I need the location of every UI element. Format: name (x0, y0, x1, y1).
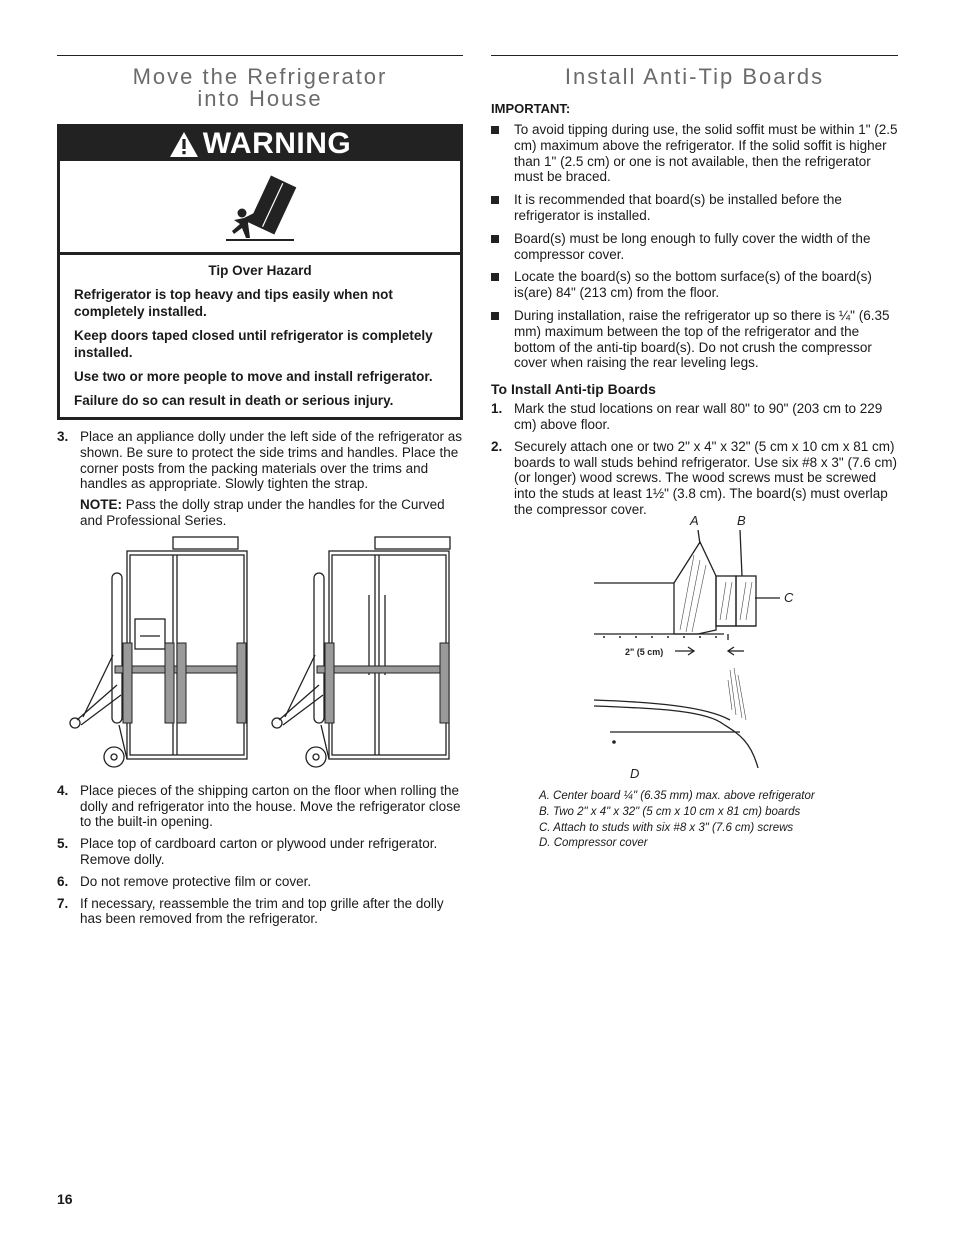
warning-header (60, 127, 460, 161)
important-bullets (491, 122, 898, 371)
warning-line: Use two or more people to move and install refrigerator. (74, 369, 433, 384)
warning-body (60, 255, 460, 417)
subhead-install: To Install Anti-tip Boards (491, 381, 656, 398)
diagram-legend (539, 789, 815, 852)
warning-line: Refrigerator is top heavy and tips easily when not completely installed. (74, 287, 393, 319)
step-item (57, 783, 463, 830)
note (80, 497, 463, 529)
steps-list-bottom (57, 783, 463, 927)
bullet-square-icon (491, 273, 499, 281)
step-text: Mark the stud locations on rear wall 80" to 90" (203 cm to 229 cm) above floor. (514, 401, 883, 432)
step-text: Do not remove protective film or cover. (80, 873, 312, 889)
step-item (57, 429, 463, 529)
bullet-square-icon (491, 196, 499, 204)
section-rule (491, 55, 898, 56)
bullet-square-icon (491, 312, 499, 320)
bullet-text: It is recommended that board(s) be installed before the refrigerator is installed. (514, 192, 842, 223)
note-label: NOTE: (80, 497, 122, 513)
step-text: Place top of cardboard carton or plywood under refrigerator. Remove dolly. (80, 836, 438, 867)
step-item (491, 439, 898, 518)
step-text: Place pieces of the shipping carton on the floor when rolling the dolly and refrigerator into the house. Move the refrigerator close to the built-in opening. (80, 782, 461, 830)
warning-triangle-icon (169, 131, 199, 158)
bullet-item (491, 122, 898, 185)
bullet-text: To avoid tipping during use, the solid soffit must be within 1" (2.5 cm) maximum above the refrigerator. If the solid soffit is higher than 1" (2.5 cm) or one is not available, then the refrigerator must be braced. (514, 122, 898, 185)
bullet-square-icon (491, 235, 499, 243)
anti-tip-diagram (590, 510, 830, 785)
warning-line: Failure do so can result in death or serious injury. (74, 393, 394, 408)
steps-list-top (57, 429, 463, 529)
legend-item: B. Two 2" x 4" x 32" (5 cm x 10 cm x 81 cm) boards (539, 805, 801, 818)
step-text: Place an appliance dolly under the left side of the refrigerator as shown. Be sure to protect the side trims and handles. Place the corner posts from the packing materials over the trims and handles as appropriate. Slowly tighten the strap. (80, 429, 462, 492)
legend-item: C. Attach to studs with six #8 x 3" (7.6 cm) screws (539, 821, 794, 834)
step-text: If necessary, reassemble the trim and top grille after the dolly has been removed from the refrigerator. (80, 895, 444, 927)
label-d: D (630, 766, 640, 781)
right-column (491, 55, 898, 524)
title-line-2: into House (197, 86, 323, 111)
step-text: Securely attach one or two 2" x 4" x 32" (5 cm x 10 cm x 81 cm) boards to wall studs behind refrigerator. Use six #8 x 3" (7.6 cm) (or longer) wood screws. The wood screws must be screwed into the studs at least 1½" (3.8 cm). The board(s) must overlap the compressor cover. (514, 438, 897, 517)
warning-box (57, 124, 463, 420)
warning-label: WARNING (202, 127, 352, 160)
step-number: 5. (57, 836, 69, 852)
step-item (57, 836, 463, 868)
step-number: 1. (491, 401, 503, 417)
step-number: 2. (491, 438, 503, 454)
legend-item: A. Center board ¼" (6.35 mm) max. above refrigerator (539, 790, 815, 802)
section-title-anti-tip: Install Anti-Tip Boards (564, 64, 825, 89)
bullet-square-icon (491, 126, 499, 134)
left-column (57, 55, 463, 933)
bullet-item (491, 269, 898, 301)
bullet-text: During installation, raise the refrigerator up so there is ¼" (6.35 mm) maximum between the top of the refrigerator and the bottom of the anti-tip board(s). Do not crush the compressor cover when raising the rear leveling legs. (514, 307, 890, 371)
install-steps (491, 401, 898, 518)
important-label: IMPORTANT: (491, 101, 571, 116)
step-item (491, 401, 898, 433)
bullet-item (491, 192, 898, 224)
bullet-item (491, 231, 898, 263)
step-number: 6. (57, 873, 69, 889)
dimension-label: 2" (5 cm) (625, 647, 664, 657)
note-text: Pass the dolly strap under the handles for the Curved and Professional Series. (80, 497, 445, 528)
title-line-1: Move the Refrigerator (132, 64, 388, 89)
tip-over-hazard-icon (220, 168, 300, 248)
step-item (57, 874, 463, 890)
warning-line: Keep doors taped closed until refrigerator is completely installed. (74, 328, 433, 360)
step-number: 3. (57, 429, 69, 444)
step-number: 4. (57, 782, 69, 798)
section-title-move (57, 66, 463, 110)
hazard-title: Tip Over Hazard (208, 263, 312, 278)
tip-over-pictogram (60, 161, 460, 255)
dolly-illustration (57, 535, 463, 775)
label-b: B (737, 513, 746, 528)
label-a: A (690, 513, 699, 528)
bullet-text: Locate the board(s) so the bottom surface(s) of the board(s) is(are) 84" (213 cm) from the floor. (514, 269, 872, 301)
step-item (57, 896, 463, 928)
bullet-text: Board(s) must be long enough to fully cover the width of the compressor cover. (514, 230, 871, 262)
bullet-item (491, 308, 898, 371)
page-number: 16 (57, 1191, 73, 1207)
legend-item: D. Compressor cover (539, 837, 648, 850)
section-rule (57, 55, 463, 56)
label-c: C (784, 590, 794, 605)
step-number: 7. (57, 895, 69, 911)
